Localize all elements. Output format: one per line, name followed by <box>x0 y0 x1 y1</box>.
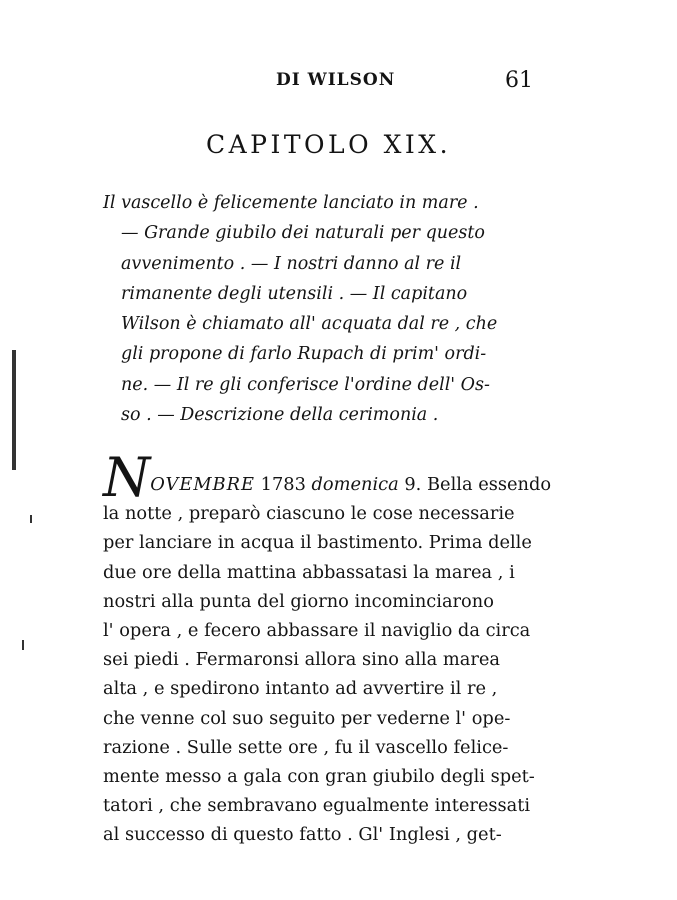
text-line: due ore della mattina abbassatasi la marea , i <box>103 561 515 583</box>
text-line: nostri alla punta del giorno incominciarono <box>103 590 494 612</box>
text-line: al successo di questo fatto . Gl' Inglesi , get- <box>103 824 502 846</box>
summary-line: gli propone di farlo Rupach di prim' ordi- <box>121 344 487 365</box>
text-line: sei piedi . Fermaronsi allora sino alla marea <box>103 649 500 671</box>
chapter-summary <box>103 188 533 430</box>
text-line: che venne col suo seguito per vederne l' ope- <box>103 707 511 729</box>
summary-line: Il vascello è felicemente lanciato in mare . <box>103 193 479 213</box>
drop-cap: N <box>103 446 151 509</box>
summary-line: rimanente degli utensili . — Il capitano <box>121 283 468 304</box>
text-line: l' opera , e fecero abbassare il naviglio da circa <box>103 620 531 642</box>
first-line <box>103 446 552 509</box>
summary-line: — Grande giubilo dei naturali per questo <box>121 223 485 244</box>
margin-mark <box>12 350 16 470</box>
summary-line: avvenimento . — I nostri danno al re il <box>121 253 462 274</box>
body-text <box>103 446 552 850</box>
opening-word: OVEMBRE <box>150 474 255 495</box>
summary-line: ne. — Il re gli conferisce l'ordine dell' Os- <box>121 374 490 395</box>
first-line-rest: 9. Bella essendo <box>398 474 552 495</box>
year: 1783 <box>254 474 312 495</box>
text-line: mente messo a gala con gran giubilo degli spet- <box>103 766 535 788</box>
margin-mark <box>30 515 32 523</box>
text-line: la notte , preparò ciascuno le cose necessarie <box>103 503 515 525</box>
weekday: domenica <box>311 474 399 495</box>
text-line: alta , e spedirono intanto ad avvertire il re , <box>103 678 498 700</box>
text-line: tatori , che sembravano egualmente interessati <box>103 795 531 817</box>
running-title: DI WILSON <box>276 70 396 90</box>
text-line: razione . Sulle sette ore , fu il vascello felice- <box>103 736 509 758</box>
margin-mark <box>22 640 24 650</box>
summary-line: Wilson è chiamato all' acquata dal re , che <box>121 314 498 335</box>
summary-line: so . — Descrizione della cerimonia . <box>121 405 439 426</box>
page-number: 61 <box>505 68 533 93</box>
text-line: per lanciare in acqua il bastimento. Prima delle <box>103 532 532 554</box>
chapter-title: CAPITOLO XIX. <box>206 130 452 159</box>
